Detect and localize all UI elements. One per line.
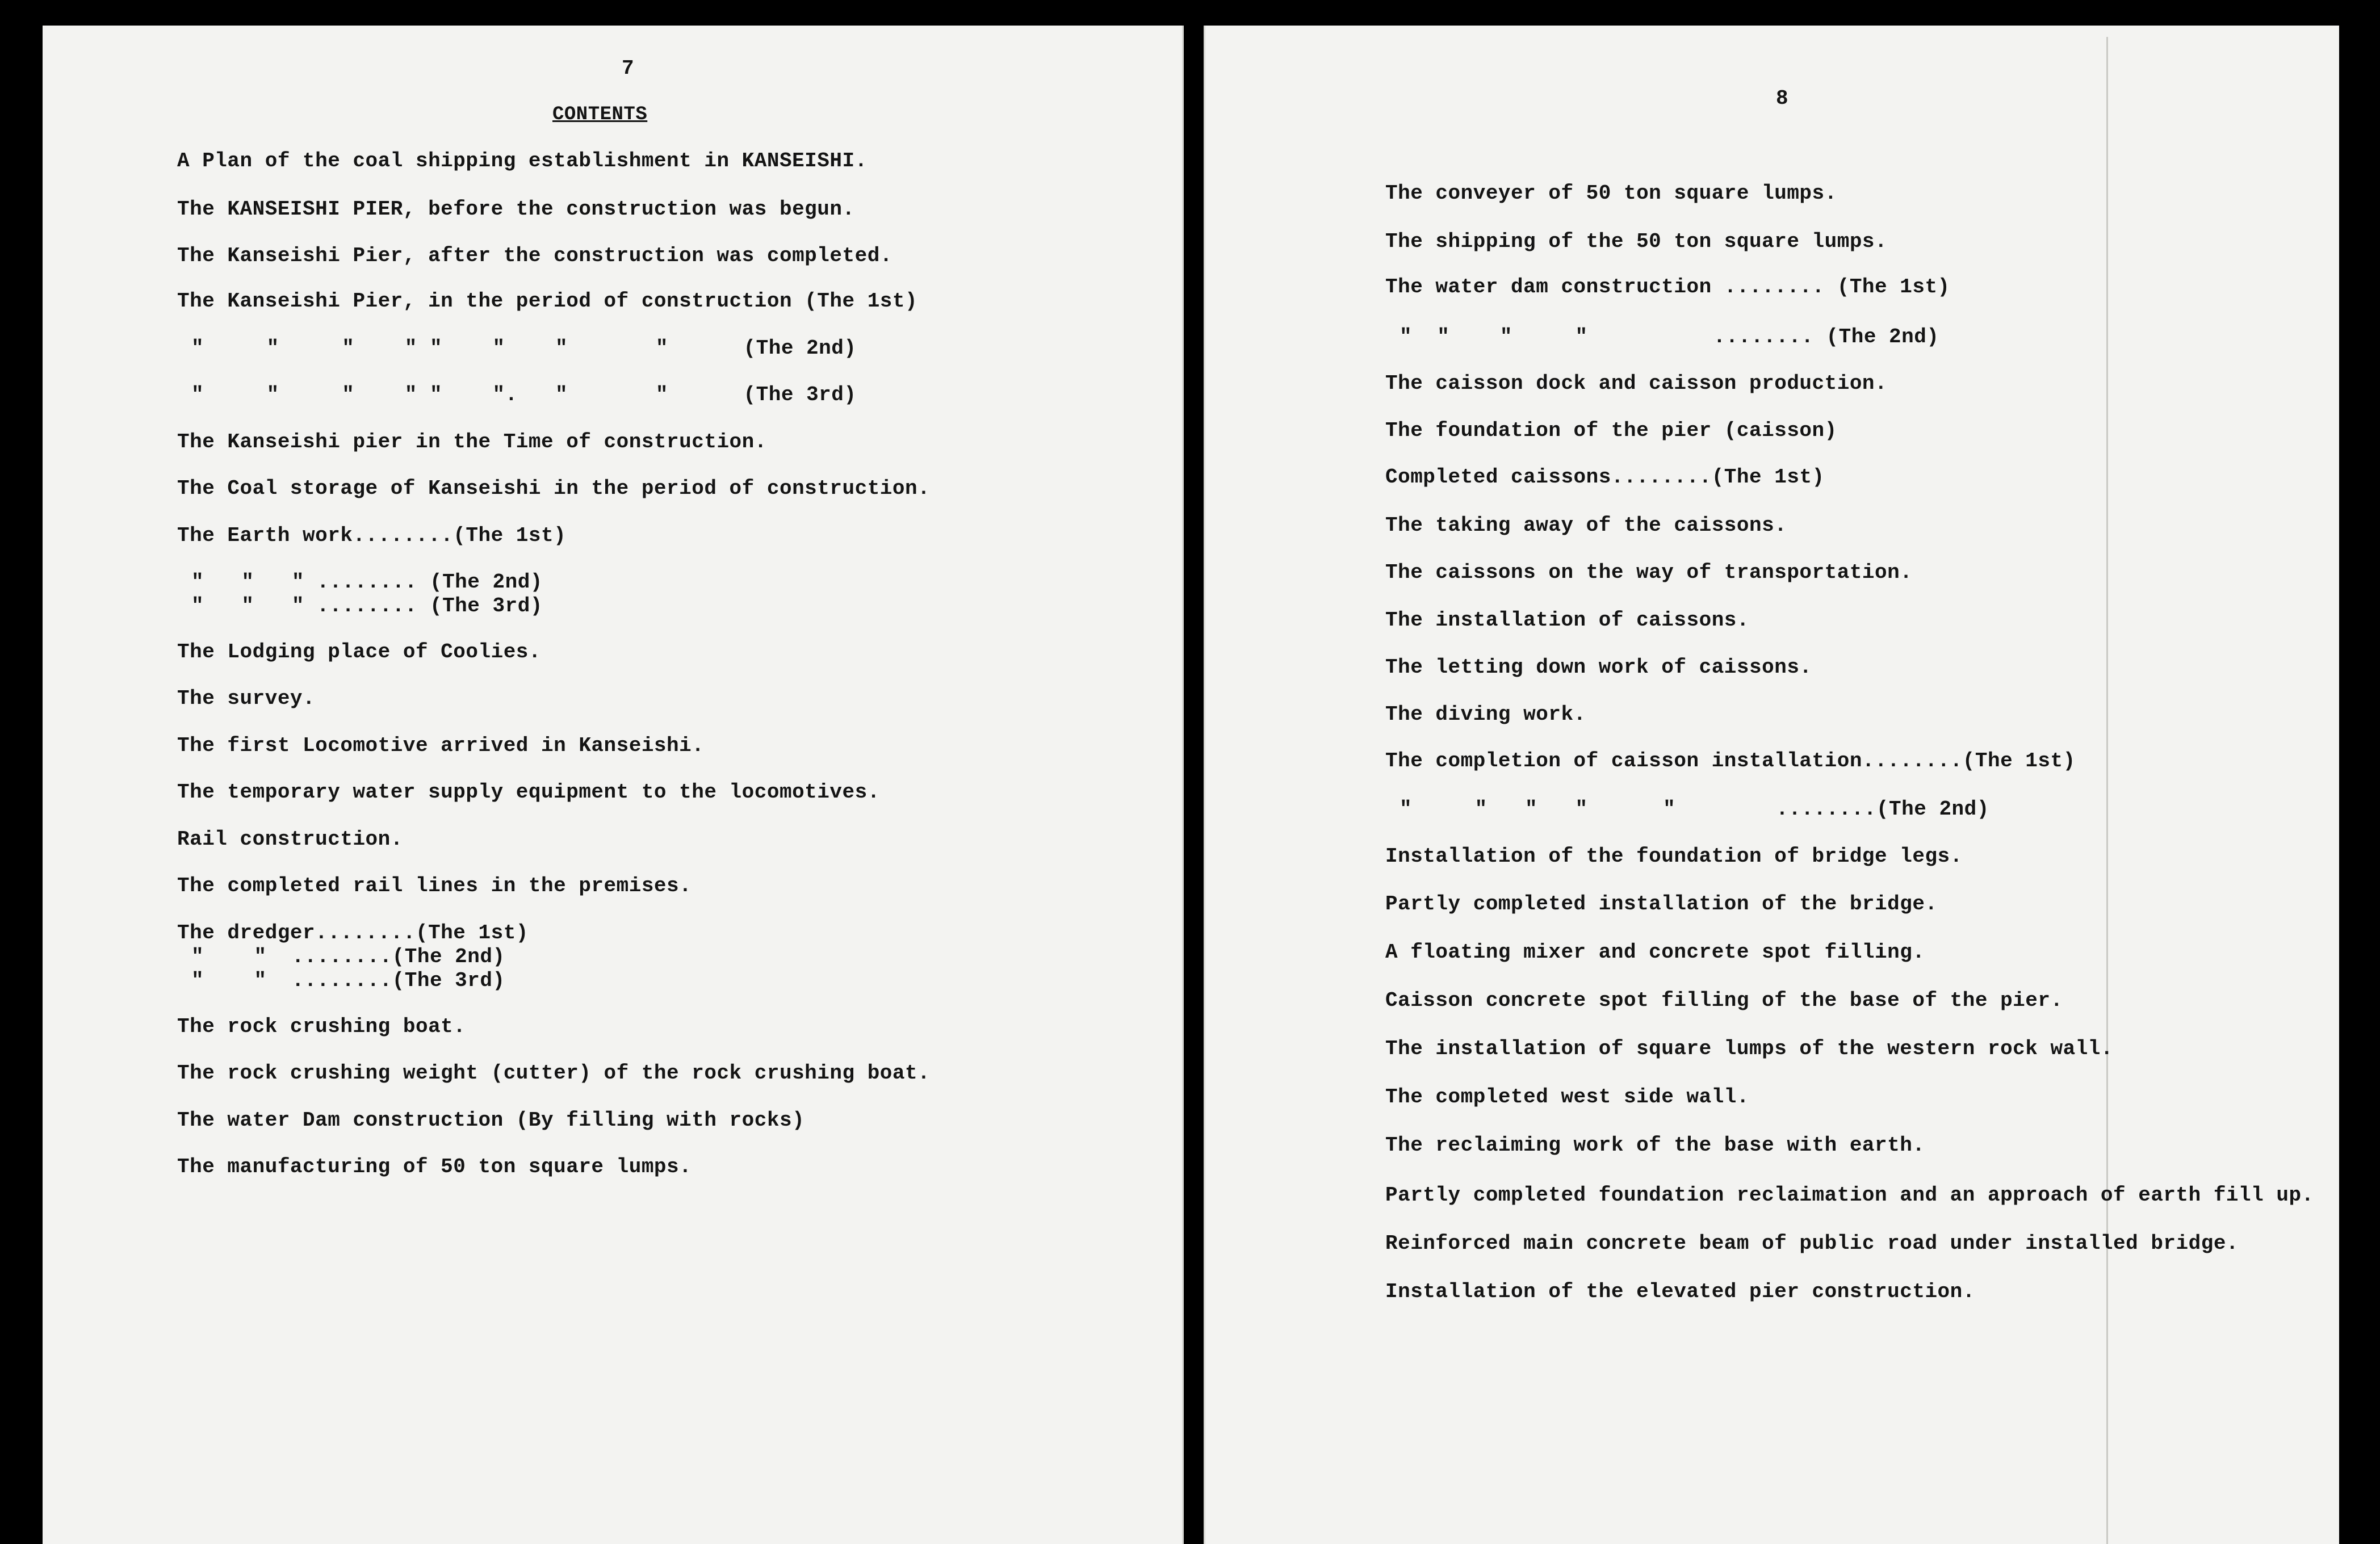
contents-entry: " " " " " " " " (The 2nd) [191,337,857,360]
contents-entry: A Plan of the coal shipping establishment in KANSEISHI. [177,149,868,173]
margin-rule [2106,37,2108,1544]
contents-entry: " " " " " ". " " (The 3rd) [191,383,857,406]
page-number: 8 [1776,87,1789,110]
contents-entry: The survey. [177,687,316,710]
contents-entry: The completion of caisson installation........(The 1st) [1385,749,2076,773]
contents-entry: Reinforced main concrete beam of public road under installed bridge. [1385,1232,2239,1255]
contents-entry: " " " ........ (The 2nd) [191,570,543,594]
contents-entry: Caisson concrete spot filling of the base of the pier. [1385,989,2063,1012]
contents-entry: The dredger........(The 1st) [177,921,529,945]
contents-entry: The Earth work........(The 1st) [177,524,567,547]
contents-entry: " " " " ........ (The 2nd) [1399,325,1939,349]
contents-entry: A floating mixer and concrete spot filling. [1385,941,1925,964]
contents-entry: The letting down work of caissons. [1385,656,1812,679]
contents-entry: The temporary water supply equipment to the locomotives. [177,781,880,804]
contents-entry: The Kanseishi Pier, in the period of construction (The 1st) [177,290,918,313]
contents-entry: The taking away of the caissons. [1385,514,1787,537]
contents-entry: The installation of square lumps of the western rock wall. [1385,1037,2114,1060]
page-edge [1204,26,1205,1544]
contents-entry: The caissons on the way of transportation. [1385,561,1913,584]
contents-entry: " " ........(The 2nd) [191,945,505,968]
contents-entry: The KANSEISHI PIER, before the construction was begun. [177,198,855,221]
contents-entry: " " ........(The 3rd) [191,969,505,992]
contents-entry: The first Locomotive arrived in Kanseishi. [177,734,705,757]
contents-entry: The caisson dock and caisson production. [1385,372,1888,395]
contents-entry: " " " ........ (The 3rd) [191,594,543,618]
contents-entry: Rail construction. [177,828,403,851]
contents-entry: The Lodging place of Coolies. [177,640,542,664]
contents-entry: The shipping of the 50 ton square lumps. [1385,230,1888,253]
right-page [1204,26,2339,1544]
contents-entry: Installation of the foundation of bridge legs. [1385,845,1963,868]
contents-entry: The installation of caissons. [1385,609,1750,632]
contents-entry: Partly completed foundation reclaimation and an approach of earth fill up. [1385,1184,2314,1207]
contents-entry: The rock crushing boat. [177,1015,466,1038]
page-number: 7 [622,57,635,80]
contents-entry: The Kanseishi pier in the Time of construction. [177,430,767,454]
contents-entry: Installation of the elevated pier construction. [1385,1280,1975,1303]
left-page [43,26,1184,1544]
contents-entry: The Coal storage of Kanseishi in the period of construction. [177,477,931,500]
page-edge [1182,26,1184,1544]
contents-entry: The completed rail lines in the premises. [177,874,692,897]
contents-entry: The water dam construction ........ (The 1st) [1385,275,1950,299]
contents-entry: The Kanseishi Pier, after the construction was completed. [177,244,892,267]
contents-entry: The diving work. [1385,703,1586,726]
contents-entry: The conveyer of 50 ton square lumps. [1385,182,1837,205]
contents-entry: The manufacturing of 50 ton square lumps. [177,1155,692,1178]
contents-entry: The reclaiming work of the base with earth. [1385,1134,1925,1157]
contents-entry: Completed caissons........(The 1st) [1385,465,1825,489]
contents-entry: The rock crushing weight (cutter) of the rock crushing boat. [177,1062,931,1085]
contents-entry: The water Dam construction (By filling with rocks) [177,1109,805,1132]
contents-entry: Partly completed installation of the bridge. [1385,892,1938,916]
contents-entry: " " " " " ........(The 2nd) [1399,798,1989,821]
contents-heading: CONTENTS [552,104,648,125]
contents-entry: The foundation of the pier (caisson) [1385,419,1837,442]
contents-entry: The completed west side wall. [1385,1085,1750,1109]
